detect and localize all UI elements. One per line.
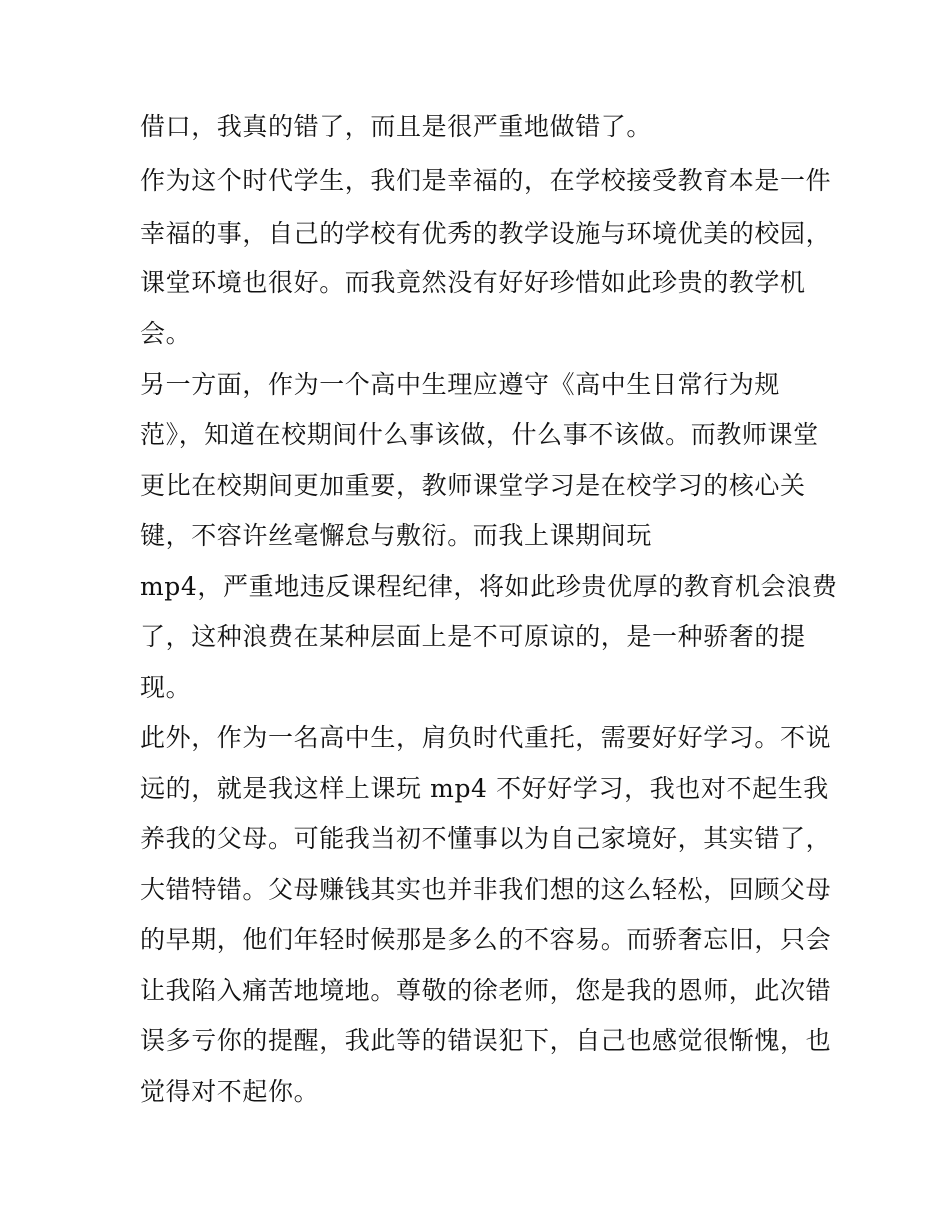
text-line: 养我的父母。可能我当初不懂事以为自己家境好，其实错了， bbox=[140, 824, 832, 853]
text-line: 此外，作为一名高中生，肩负时代重托，需要好好学习。不说 bbox=[140, 723, 832, 752]
text-line: 课堂环境也很好。而我竟然没有好好珍惜如此珍贵的教学机 bbox=[140, 268, 806, 297]
text-line: 大错特错。父母赚钱其实也并非我们想的这么轻松，回顾父母 bbox=[140, 875, 832, 904]
text-line: 了，这种浪费在某种层面上是不可原谅的，是一种骄奢的提 bbox=[140, 622, 806, 651]
text-line: 的早期，他们年轻时候那是多么的不容易。而骄奢忘旧，只会 bbox=[140, 925, 832, 954]
text-line: 现。 bbox=[140, 673, 192, 702]
text-line: 作为这个时代学生，我们是幸福的，在学校接受教育本是一件 bbox=[140, 166, 832, 195]
text-line: 另一方面，作为一个高中生理应遵守《高中生日常行为规 bbox=[140, 370, 781, 399]
text-line: mp4，严重地违反课程纪律，将如此珍贵优厚的教育机会浪费 bbox=[140, 572, 838, 601]
text-line: 范》，知道在校期间什么事该做，什么事不该做。而教师课堂 bbox=[140, 420, 819, 449]
text-line: 更比在校期间更加重要，教师课堂学习是在校学习的核心关 bbox=[140, 471, 806, 500]
text-line: 幸福的事，自己的学校有优秀的教学设施与环境优美的校园， bbox=[140, 219, 832, 248]
text-line: 借口，我真的错了，而且是很严重地做错了。 bbox=[140, 112, 653, 141]
text-line: 会。 bbox=[140, 319, 192, 348]
text-line: 远的，就是我这样上课玩 mp4 不好好学习，我也对不起生我 bbox=[140, 774, 829, 803]
text-line: 键，不容许丝毫懈怠与敷衍。而我上课期间玩 bbox=[140, 521, 653, 550]
text-line: 让我陷入痛苦地境地。尊敬的徐老师，您是我的恩师，此次错 bbox=[140, 976, 832, 1005]
text-line: 觉得对不起你。 bbox=[140, 1077, 320, 1106]
text-line: 误多亏你的提醒，我此等的错误犯下，自己也感觉很惭愧，也 bbox=[140, 1026, 832, 1055]
